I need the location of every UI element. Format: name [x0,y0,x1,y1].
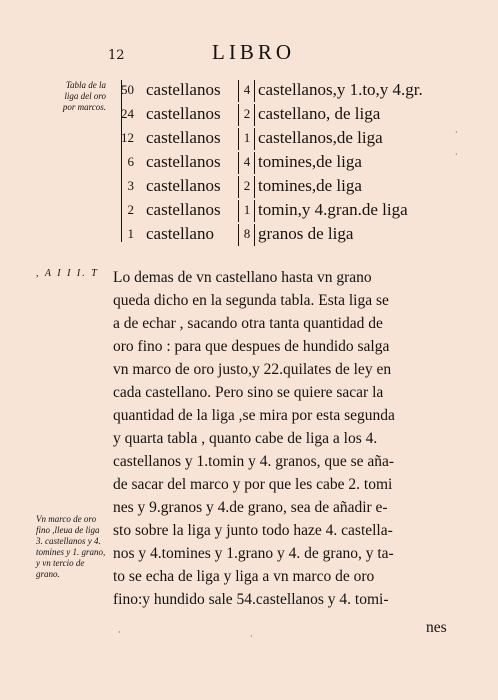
row-count: 3 [127,178,134,193]
row-count: 50 [121,82,134,97]
table-row [114,174,464,198]
row-unit: castellanos [146,128,221,147]
row-liga-unit: castellanos,y 1.to,y 4.gr. [258,80,423,99]
column-rule [238,80,239,102]
row-count: 24 [121,106,134,121]
text-line: castellanos y 1.tomin y 4. granos, que se aña- [113,453,395,470]
column-rule [254,80,255,102]
column-rule [238,128,239,150]
row-liga-amount: 4 [243,154,251,169]
row-liga-amount: 1 [243,130,251,145]
text-line: a de echar , sacando otra tanta quantidad de [113,315,383,332]
row-unit: castellanos [146,152,221,171]
row-liga-unit: castellanos,de liga [258,128,383,147]
row-count: 2 [127,202,134,217]
table-row [114,78,464,102]
column-rule [238,104,239,126]
table-row [114,150,464,174]
row-liga-amount: 8 [243,226,251,241]
text-line: to se echa de liga y liga a vn marco de oro [113,568,375,585]
row-liga-unit: granos de liga [258,224,354,243]
text-line: nos y 4.tomines y 1.grano y 4. de grano, y ta- [113,545,394,562]
row-liga-amount: 2 [243,106,251,121]
row-liga-amount: 1 [243,202,251,217]
row-liga-amount: 2 [243,178,251,193]
table-row [114,102,464,126]
catchword: nes [426,619,447,636]
column-rule [254,152,255,174]
row-liga-unit: tomin,y 4.gran.de liga [258,200,408,219]
ink-speck: · [118,628,121,637]
text-line: Lo demas de vn castellano hasta vn grano [113,269,372,286]
text-line: y quarta tabla , quanto cabe de liga a los 4. [113,430,378,447]
row-liga-unit: tomines,de liga [258,152,362,171]
text-line: de sacar del marco y por que les cabe 2. tomi [113,476,393,493]
ink-speck: · [455,150,458,159]
text-line: cada castellano. Pero sino se quiere sacar la [113,384,384,401]
row-unit: castellanos [146,200,221,219]
column-rule [254,224,255,246]
text-line: vn marco de oro justo,y 22.quilates de ley en [113,361,392,378]
row-liga-unit: castellano, de liga [258,104,381,123]
column-rule [238,200,239,222]
column-rule [254,128,255,150]
margin-note-mark: , A I I I. T [36,268,99,279]
text-line: nes y 9.granos y 4.de grano, sea de añadir e- [113,499,388,516]
margin-note-marco: Vn marco de oro fino ,lleua de liga 3. castellanos y 4. tomines y 1. grano, y vn tercio de grano. [36,514,106,579]
row-count: 1 [127,226,134,241]
liga-table [114,78,464,246]
folio-number: 12 [108,48,125,63]
text-line: sto sobre la liga y junto todo haze 4. castella- [113,522,393,539]
column-rule [238,176,239,198]
table-row [114,222,464,246]
column-rule [254,176,255,198]
row-count: 6 [127,154,134,169]
text-line: queda dicho en la segunda tabla. Esta liga se [113,292,389,309]
column-rule [238,224,239,246]
column-rule [254,200,255,222]
row-count: 12 [121,130,134,145]
column-rule [238,152,239,174]
ink-speck: · [455,128,458,137]
body-text [113,266,465,611]
row-unit: castellano [146,224,214,243]
text-line: fino:y hundido sale 54.castellanos y 4. tomi- [113,591,389,608]
row-liga-unit: tomines,de liga [258,176,362,195]
column-rule [254,104,255,126]
row-unit: castellanos [146,80,221,99]
text-line: quantidad de la liga ,se mira por esta segunda [113,407,395,424]
margin-note-table: Tabla de la liga del oro por marcos. [62,80,106,112]
row-unit: castellanos [146,176,221,195]
text-line: oro fino : para que despues de hundido salga [113,338,390,355]
table-row [114,126,464,150]
ink-speck: · [250,632,253,641]
row-liga-amount: 4 [243,82,251,97]
table-row [114,198,464,222]
row-unit: castellanos [146,104,221,123]
running-head: LIBRO [212,40,295,64]
